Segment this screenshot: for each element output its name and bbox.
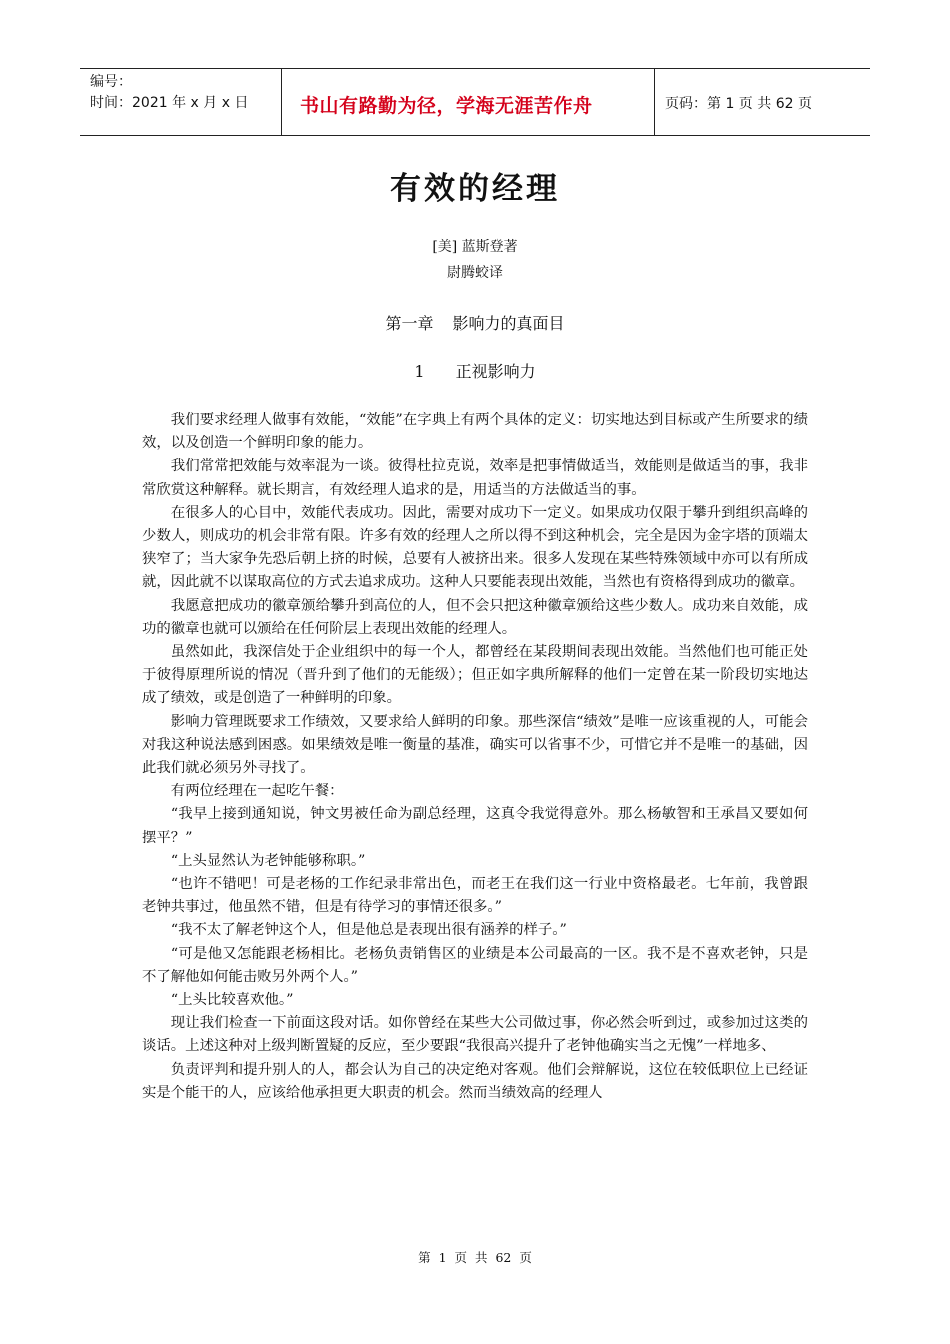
paragraph: 负责评判和提升别人的人，都会认为自己的决定绝对客观。他们会辩解说，这位在较低职位上已经证实是个能干的人，应该给他承担更大职责的机会。然而当绩效高的经理人: [142, 1061, 808, 1101]
translator: 尉腾蛟译: [447, 265, 503, 281]
author: [美] 蓝斯登著: [432, 239, 518, 255]
document-title: 有效的经理: [390, 171, 560, 207]
paragraph: “也许不错吧！可是老杨的工作纪录非常出色，而老王在我们这一行业中资格最老。七年前，我曾跟老钟共事过，他虽然不错，但是有待学习的事情还很多。”: [142, 876, 808, 916]
paragraph: 我们要求经理人做事有效能，“效能”在字典上有两个具体的定义：切实地达到目标或产生所要求的绩效，以及创造一个鲜明印象的能力。: [142, 412, 808, 452]
section-heading: 1 正视影响力: [414, 362, 536, 381]
paragraph: 有两位经理在一起吃午餐：: [170, 783, 344, 800]
code-label: 编号：: [90, 74, 132, 90]
header-motto: 书山有路勤为径，学海无涯苦作舟: [282, 69, 655, 135]
page-footer: 第 1 页 共 62 页: [418, 1250, 532, 1265]
paragraph: 现让我们检查一下前面这段对话。如你曾经在某些大公司做过事，你必然会听到过，或参加过这类的谈话。上述这种对上级判断置疑的反应，至少要跟“我很高兴提升了老钟他确实当之无愧”一样地多、: [142, 1015, 808, 1055]
paragraph: “可是他又怎能跟老杨相比。老杨负责销售区的业绩是本公司最高的一区。我不是不喜欢老钟，只是不了解他如何能击败另外两个人。”: [142, 945, 808, 985]
header-page-info: 页码：第 1 页 共 62 页: [665, 96, 812, 112]
paragraph: 影响力管理既要求工作绩效，又要求给人鲜明的印象。那些深信“绩效”是唯一应该重视的人，可能会对我这种说法感到困惑。如果绩效是唯一衡量的基准，确实可以省事不少，可惜它并不是唯一的基础，因此我们就必须另外寻找了。: [142, 713, 808, 777]
date-label: 时间：2021 年 x 月 x 日: [90, 95, 249, 111]
paragraph: “我早上接到通知说，钟文男被任命为副总经理，这真令我觉得意外。那么杨敏智和王承昌又要如何摆平？”: [142, 806, 808, 846]
header-meta: [80, 69, 282, 135]
paragraph: 虽然如此，我深信处于企业组织中的每一个人，都曾经在某段期间表现出效能。当然他们也可能正处于彼得原理所说的情况（晋升到了他们的无能级）；但正如字典所解释的他们一定曾在某一阶段切实地达成了绩效，或是创造了一种鲜明的印象。: [142, 644, 808, 707]
paragraph: “我不太了解老钟这个人，但是他总是表现出很有涵养的样子。”: [170, 922, 567, 939]
body-text: [142, 409, 808, 1105]
chapter-heading: 第一章 影响力的真面目: [385, 314, 565, 333]
header-table: [80, 68, 870, 136]
paragraph: 我们常常把效能与效率混为一谈。彼得杜拉克说，效率是把事情做适当，效能则是做适当的事，我非常欣赏这种解释。就长期言，有效经理人追求的是，用适当的方法做适当的事。: [142, 458, 808, 498]
paragraph: “上头比较喜欢他。”: [170, 992, 294, 1009]
paragraph: 在很多人的心目中，效能代表成功。因此，需要对成功下一定义。如果成功仅限于攀升到组织高峰的少数人，则成功的机会非常有限。许多有效的经理人之所以得不到这种机会，完全是因为金字塔的顶端太狭窄了；当大家争先恐后朝上挤的时候，总要有人被挤出来。很多人发现在某些特殊领域中亦可以有所成就，因此就不以谋取高位的方式去追求成功。这种人只要能表现出效能，当然也有资格得到成功的徽章。: [142, 504, 808, 591]
paragraph: 我愿意把成功的徽章颁给攀升到高位的人，但不会只把这种徽章颁给这些少数人。成功来自效能，成功的徽章也就可以颁给在任何阶层上表现出效能的经理人。: [142, 597, 808, 637]
paragraph: “上头显然认为老钟能够称职。”: [170, 852, 366, 869]
